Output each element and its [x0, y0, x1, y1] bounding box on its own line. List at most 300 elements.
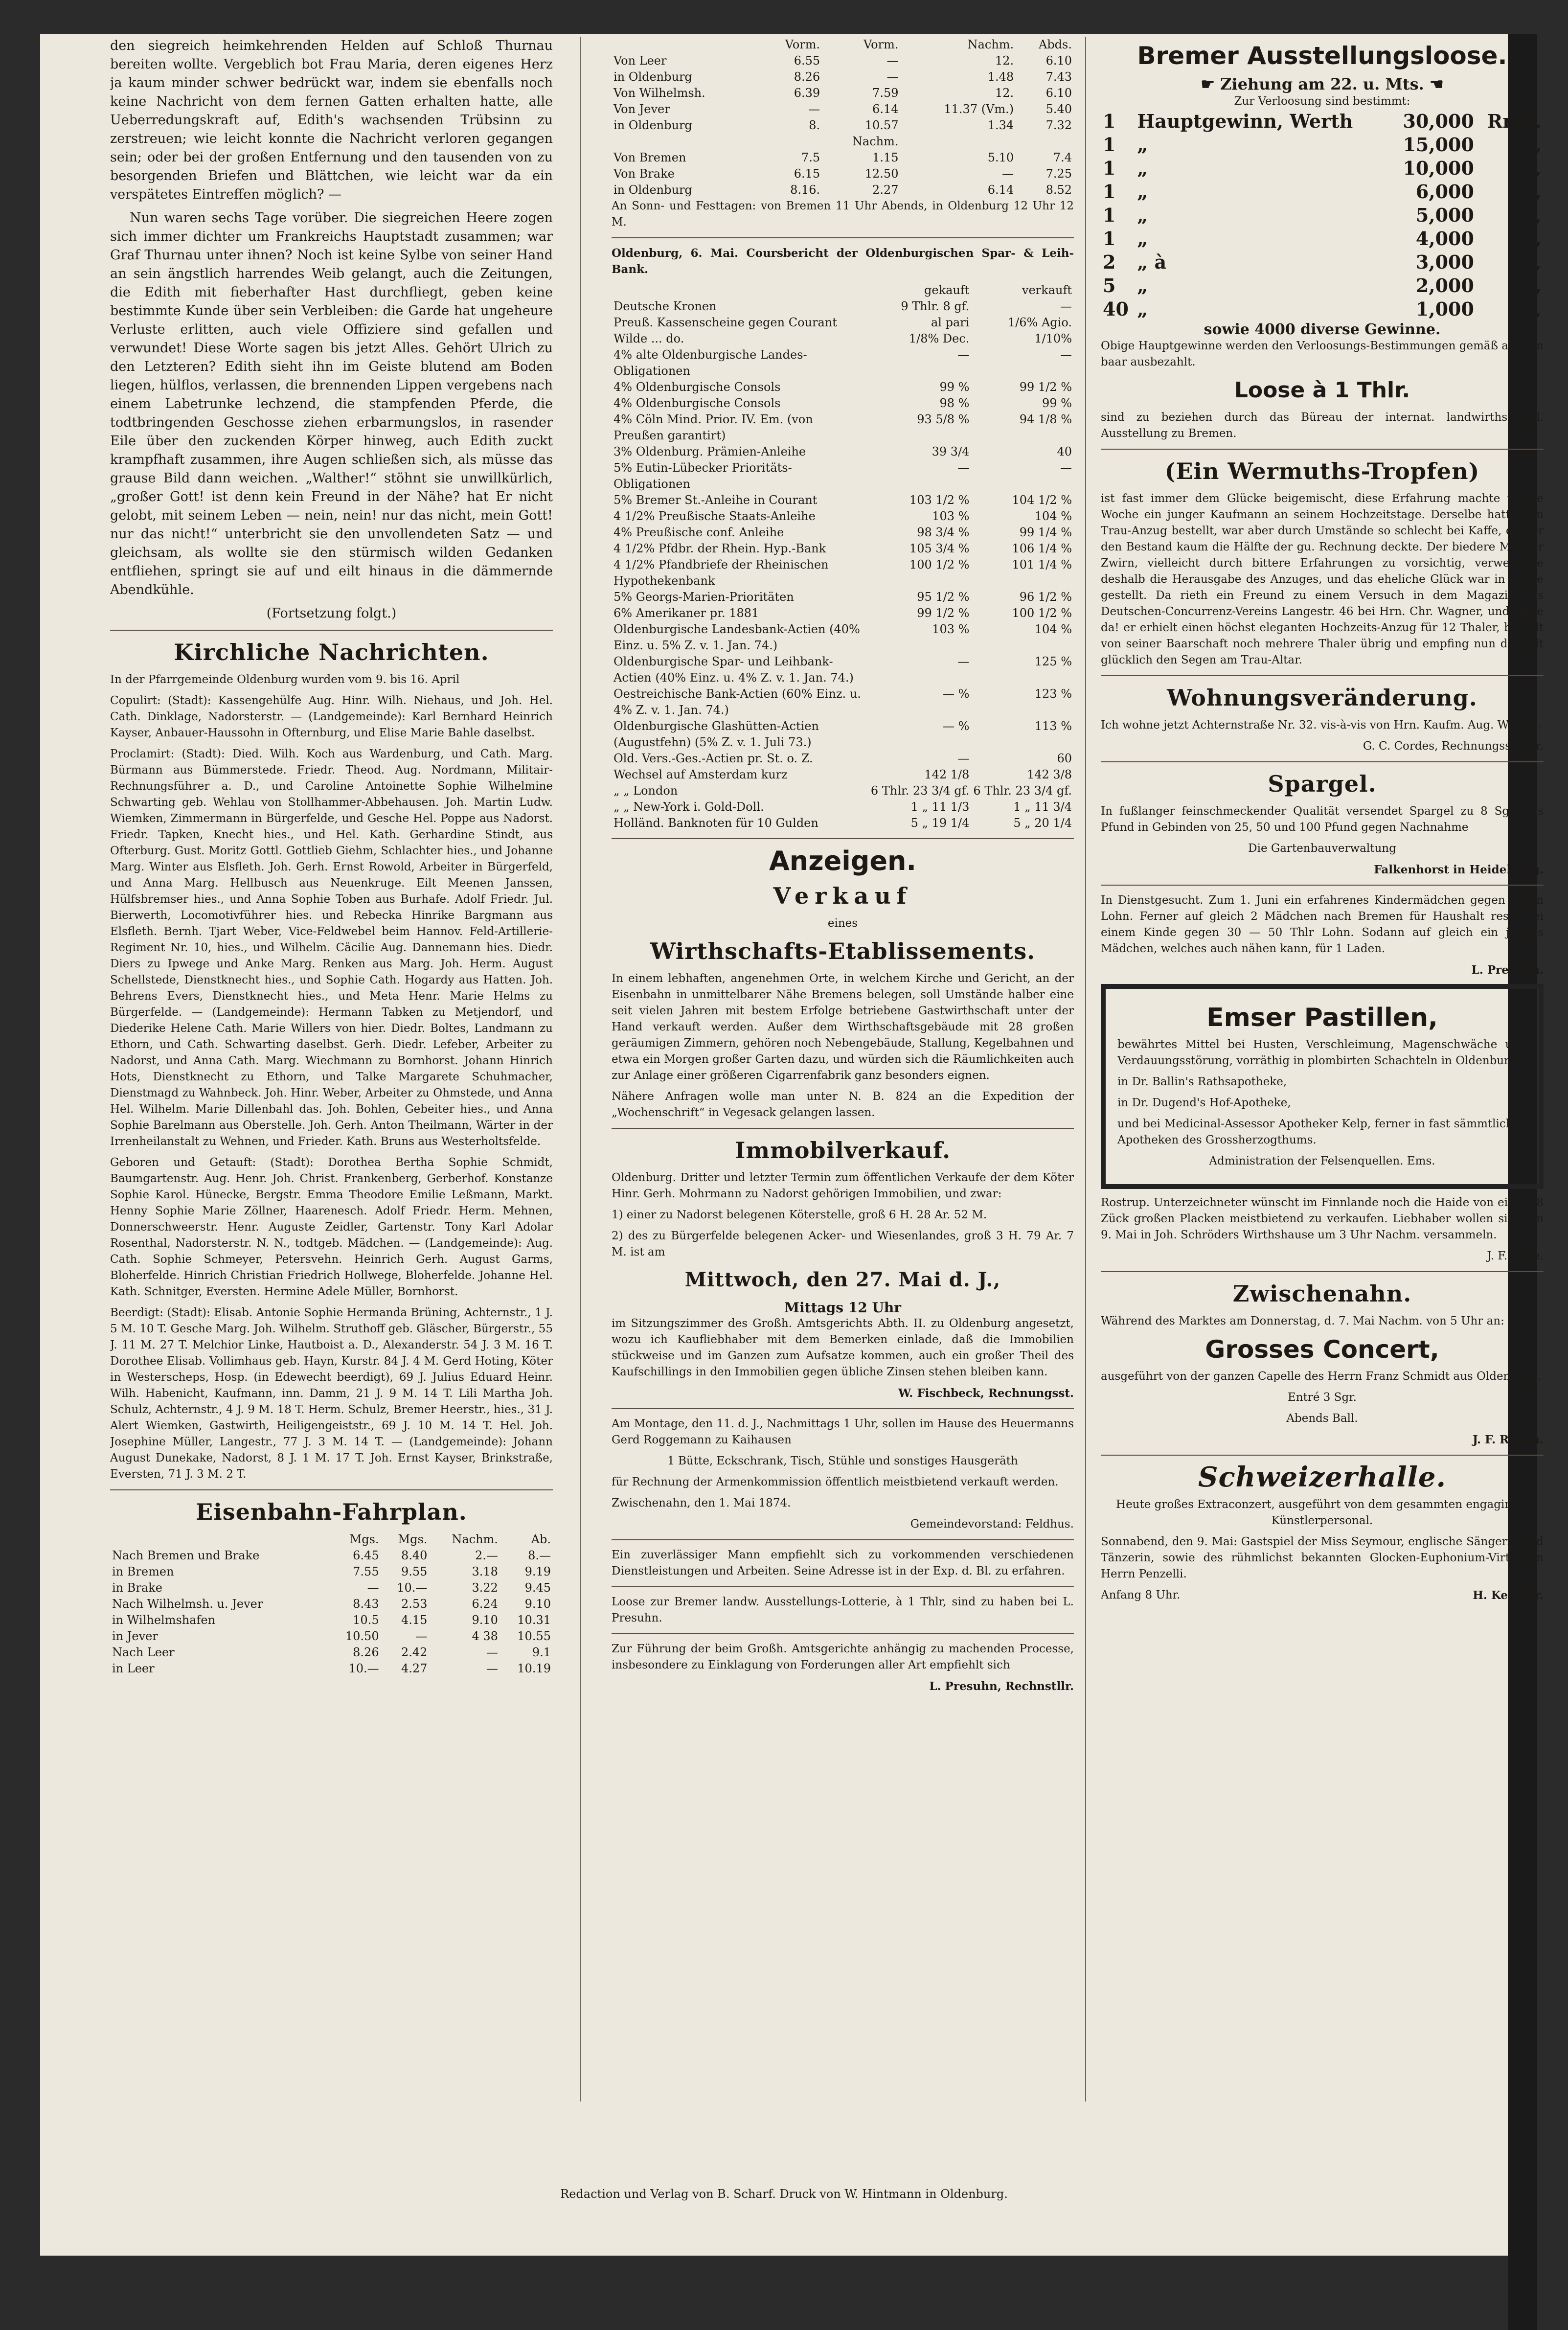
course-row-cell: 9 Thlr. 8 gf. — [901, 299, 970, 313]
course-row-cell: 40 — [1057, 445, 1072, 458]
auction-notice: Am Montage, den 11. d. J., Nachmittags 1 Uhr, sollen im Hause des Heuermanns Gerd Roggemann zu Kaihausen — [612, 1417, 1074, 1446]
divider — [612, 237, 1074, 238]
timetable-row-cell: in Oldenburg — [614, 70, 692, 84]
concert-heading: Grosses Concert, — [1205, 1335, 1439, 1364]
prize-row — [1101, 110, 1544, 133]
course-row-cell: Preuß. Kassenscheine gegen Courant — [614, 316, 837, 329]
timetable-row-cell: Von Leer — [614, 54, 667, 68]
course-row-cell: 5% Eutin-Lübecker Prioritäts-Obligationen — [614, 461, 792, 491]
course-row-cell: Deutsche Kronen — [614, 299, 717, 313]
course-row-cell: 106 1/4 % — [1012, 542, 1072, 555]
course-row — [612, 460, 1074, 492]
timetable-row-cell: 9.19 — [524, 1565, 551, 1578]
course-row-cell: 4 1/2% Pfdbr. der Rhein. Hyp.-Bank — [614, 542, 826, 555]
service-wanted-ad: In Dienstgesucht. Zum 1. Juni ein erfahrenes Kindermädchen gegen guten Lohn. Ferner auf gleich 2 Mädchen nach Bremen für Haushalt resp. bei einem Kinde gegen 30 — 50 Thlr Lohn. Sodann auf gleich ein junges Mädchen, welches auch nähen kann, für 1 Laden. — [1101, 894, 1544, 955]
divider — [612, 1633, 1074, 1634]
railway-timetable — [110, 1531, 553, 1677]
prize-intro: Zur Verloosung sind bestimmt: — [1234, 95, 1410, 108]
course-row-cell: Old. Vers.-Ges.-Actien pr. St. o. Z. — [614, 752, 813, 765]
timetable-row — [612, 166, 1074, 182]
prize-row — [1101, 297, 1544, 321]
timetable-row-cell: 7.32 — [1045, 118, 1072, 132]
property-sale-heading: Immobilverkauf. — [734, 1137, 951, 1164]
prize-row-cell: „ — [1531, 228, 1542, 250]
timetable-row-cell: in Bremen — [112, 1565, 174, 1578]
course-row-cell: Oldenburgische Landesbank-Actien (40% Einz. u. 5% Z. v. 1. Jan. 74.) — [614, 622, 860, 652]
zwischenahn-text: Während des Marktes am Donnerstag, d. 7. Mai Nachm. von 5 Uhr an: — [1101, 1315, 1504, 1327]
course-row-cell: 4% Preußische conf. Anleihe — [614, 525, 784, 539]
prize-row — [1101, 204, 1544, 227]
prize-row-cell: 5 — [1103, 274, 1116, 297]
timetable-row-cell: 3.22 — [472, 1581, 498, 1595]
course-row — [612, 315, 1074, 331]
asparagus-text: In fußlanger feinschmeckender Qualität versendet Spargel zu 8 Sgr. das Pfund in Gebinden von 25, 50 und 100 Pfund gegen Nachnahme — [1101, 805, 1544, 834]
column-3 — [1101, 37, 1544, 1608]
prize-row-cell: Rmk. — [1487, 110, 1542, 132]
timetable-row — [612, 150, 1074, 166]
course-row — [612, 815, 1074, 831]
course-row-cell: 39 3/4 — [932, 445, 970, 458]
course-row-cell: 4% alte Oldenburgische Landes-Obligationen — [614, 348, 807, 378]
course-report-table — [612, 282, 1074, 831]
emser-seller: in Dr. Ballin's Rathsapotheke, — [1117, 1075, 1287, 1088]
auction-place-date: Zwischenahn, den 1. Mai 1874. — [612, 1497, 791, 1509]
prize-row — [1101, 133, 1544, 157]
timetable-row-cell — [900, 134, 1016, 150]
course-row-cell: „ „ New-York i. Gold-Doll. — [614, 800, 764, 814]
timetable-row-cell: 6.10 — [1045, 86, 1072, 100]
timetable-row-cell: 6.24 — [472, 1597, 498, 1611]
course-row-cell: 105 3/4 % — [909, 542, 970, 555]
timetable-row — [110, 1580, 553, 1596]
timetable-row-cell — [1016, 134, 1074, 150]
course-row-cell: 5 „ 19 1/4 — [910, 816, 970, 830]
wermuth-heading: (Ein Wermuths-Tropfen) — [1164, 458, 1480, 484]
timetable-row — [110, 1628, 553, 1645]
timetable-row-cell: — — [415, 1629, 428, 1643]
emser-signature: Administration der Felsenquellen. Ems. — [1209, 1155, 1435, 1167]
timetable-row-cell: 4 38 — [472, 1629, 498, 1643]
emser-heading: Emser Pastillen, — [1206, 1003, 1438, 1032]
prize-row-cell: 5,000 — [1415, 204, 1474, 226]
course-row — [612, 751, 1074, 767]
timetable-row-cell: 6.15 — [794, 167, 820, 181]
course-row-cell: 1/10% — [1034, 332, 1072, 345]
course-row-cell: 95 1/2 % — [917, 590, 970, 604]
prize-row-cell: 1,000 — [1415, 298, 1474, 320]
timetable-row — [612, 85, 1074, 101]
service-wanted-signature: L. Presuhn. — [1471, 963, 1544, 977]
timetable-row-cell: 9.55 — [401, 1565, 428, 1578]
course-row-cell: 125 % — [1034, 655, 1072, 668]
course-row-cell: — — [957, 461, 970, 475]
course-row-cell: 1 „ 11 3/4 — [1013, 800, 1072, 814]
reliable-man-ad: Ein zuverlässiger Mann empfiehlt sich zu vorkommenden verschiedenen Dienstleistungen und Arbeiten. Seine Adresse ist in der Exp. d. Bl. zu erfahren. — [612, 1549, 1074, 1577]
timetable-row-cell — [612, 134, 761, 150]
course-row — [612, 492, 1074, 508]
entry-price: Entré 3 Sgr. — [1288, 1391, 1357, 1404]
timetable-row-cell: 2.27 — [872, 183, 899, 197]
timetable-row-cell: 10.31 — [517, 1613, 551, 1627]
course-row-cell: 103 % — [932, 622, 970, 636]
course-row-cell: 1/6% Agio. — [1007, 316, 1072, 329]
timetable-row-cell: 9.45 — [524, 1581, 551, 1595]
timetable-row-cell: 2.53 — [401, 1597, 428, 1611]
prize-row-cell: Hauptgewinn, Werth — [1137, 110, 1353, 132]
prize-row — [1101, 157, 1544, 180]
timetable-header-cell: Ab. — [531, 1532, 551, 1546]
other-prizes: sowie 4000 diverse Gewinne. — [1204, 321, 1441, 338]
timetable-row-cell: 9.10 — [524, 1597, 551, 1611]
address-change-heading: Wohnungsveränderung. — [1167, 685, 1477, 711]
course-row-cell: 98 % — [939, 396, 970, 410]
timetable-row-cell: 8.26 — [353, 1645, 379, 1659]
prize-row-cell: 6,000 — [1415, 181, 1474, 203]
establishment-heading: Wirthschafts-Etablissements. — [650, 938, 1036, 964]
course-row-cell: „ „ London — [614, 784, 678, 798]
prize-payout-note: Obige Hauptgewinne werden den Verloosungs-Bestimmungen gemäß auch in baar ausbezahlt. — [1101, 340, 1544, 368]
course-row-cell: Holländ. Banknoten für 10 Gulden — [614, 816, 818, 830]
prize-row-cell: „ — [1137, 228, 1148, 250]
prize-row-cell: 1 — [1103, 181, 1116, 203]
course-row-cell: Wilde ... do. — [614, 332, 684, 345]
course-row-cell: 5% Georgs-Marien-Prioritäten — [614, 590, 794, 604]
course-row — [612, 799, 1074, 815]
wermuth-text: ist fast immer dem Glücke beigemischt, diese Erfahrung machte vorige Woche ein junger Kaufmann an seinem Hochzeitstage. Derselbe hatte den Trau-Anzug bestellt, war aber durch Umstände so schlecht bei Kaffe, daß er den Bestand kaum die Hälfte der gu. Rechnung deckte. Der biedere Meister Zwirn, vielleicht durch bittere Erfahrungen zu vorsichtig, verweigerte deshalb die Herausgabe des Anzuges, und das eheliche Glück war in Frage gestellt. Da rieth ein Freund zu einem Versuch in dem Magazin des Deutschen-Concurrenz-Vereins Langestr. 46 bei Hrn. Chr. Wagner, und siehe da! er erhielt einen höchst eleganten Hochzeits-Anzug für 12 Thaler, behielt von seiner Baarschaft noch mehrere Thaler übrig und empfing nun doppelt glücklich den Segen am Trau-Altar. — [1101, 492, 1544, 666]
divider — [1101, 761, 1544, 762]
legal-services-ad: Zur Führung der beim Großh. Amtsgerichte anhängig zu machenden Processe, insbesondere zu Einklagung von Forderungen aller Art empfiehlt sich — [612, 1643, 1074, 1671]
course-report-title: Oldenburg, 6. Mai. Coursbericht der Oldenburgischen Spar- & Leih-Bank. — [612, 247, 1074, 276]
timetable-row-cell: — — [486, 1645, 498, 1659]
prize-row-cell: 15,000 — [1403, 134, 1474, 156]
course-row — [612, 508, 1074, 525]
prize-row-cell: „ — [1137, 274, 1148, 297]
course-row — [612, 444, 1074, 460]
schweizerhalle-text: Heute großes Extraconzert, ausgeführt von dem gesammten engagirten Künstlerpersonal. — [1116, 1498, 1528, 1527]
auction-items: 1 Bütte, Eckschrank, Tisch, Stühle und sonstiges Hausgeräth — [667, 1455, 1018, 1467]
course-row-cell: 113 % — [1034, 719, 1072, 733]
prize-row-cell: 40 — [1103, 298, 1129, 320]
divider — [1101, 885, 1544, 886]
course-row-cell: 99 1/2 % — [1019, 380, 1072, 394]
course-row-cell: — — [957, 752, 970, 765]
timetable-row — [110, 1596, 553, 1612]
timetable-row-cell: 9.1 — [532, 1645, 551, 1659]
timetable-row-cell: 8.— — [528, 1549, 551, 1562]
prize-row-cell: „ — [1531, 298, 1542, 320]
course-row-cell: 142 3/8 — [1026, 768, 1072, 781]
course-row-cell: 96 1/2 % — [1019, 590, 1072, 604]
schweizerhalle-heading: Schweizerhalle. — [1198, 1461, 1446, 1493]
prize-table — [1101, 110, 1544, 321]
story-paragraph: Nun waren sechs Tage vorüber. Die siegreichen Heere zogen sich immer dichter um Frankreichs Hauptstadt zusammen; war Graf Thurnau unter ihnen? Noch ist keine Sylbe von seiner Hand an sein ängstlich harrendes Weib gelangt, auch die Zeitungen, die Edith mit fieberhafter Hast durchfliegt, geben keine bestimmte Kunde über sein Verbleiben: die Garde hat ungeheure Verluste erlitten, auch viele Offiziere sind gefallen und verwundet! Diese Worte sagen bis jetzt Alles. Gehört Ulrich zu den Letzteren? Edith sieht ihn im Geiste blutend am Boden liegen, hülflos, verlassen, die brennenden Lippen vergebens nach einem Labetrunke lechzend, die stampfenden Pferde, die todtbringenden Geschosse ziehen erbarmungslos, in rasender Eile über den zuckenden Körper hinweg, auch Edith zuckt krampfhaft zusammen, ihre Augen schließen sich, als müsse das grause Bild dann weichen. „Walther!“ stöhnt sie unwillkürlich, „großer Gott! ist denn kein Freund in der Nähe? hat Er nicht gelobt, mit seinem Leben — nein, nein! nur das nicht, mein Gott! nur das nicht!“ unterbricht sie den unvollendeten Satz — und gleichsam, als wollte sie den stürmisch wilden Gedanken entfliehen, springt sie auf und eilt hinaus in die dämmernde Abendkühle. — [110, 210, 553, 597]
prize-row-cell: 1 — [1103, 228, 1116, 250]
timetable-row — [110, 1645, 553, 1661]
pointing-hand-icon: ☚ — [1429, 75, 1444, 93]
timetable-header-cell: Mgs. — [349, 1532, 379, 1546]
prize-row-cell: „ — [1531, 251, 1542, 273]
prize-row-cell: 1 — [1103, 110, 1116, 132]
story-paragraph: den siegreich heimkehrenden Helden auf Schloß Thurnau bereiten wollte. Vergeblich bot Frau Maria, deren eigenes Herz ja kaum minder schwer bedrückt war, indem sie ebenfalls noch keine Nachricht von dem fernen Gatten erhalten hatte, alle Ueberredungskraft auf, Edith's wachsenden Trübsinn zu zerstreuen; wie leicht konnte die Nachricht verloren gegangen sein; oder bei der großen Entfernung und den tausenden von zu besorgenden Briefen und Blättchen, wie leicht war da ein verspätetes Eintreffen möglich? — — [110, 38, 553, 202]
rostrup-signature: J. F. Setje. — [1487, 1250, 1544, 1262]
timetable-header-cell: Abds. — [1038, 38, 1072, 51]
property-item: 1) einer zu Nadorst belegenen Köterstelle, groß 6 H. 28 Ar. 52 M. — [612, 1209, 987, 1221]
course-row-cell: 103 % — [932, 509, 970, 523]
course-row — [612, 654, 1074, 686]
timetable-row — [612, 117, 1074, 134]
timetable-row-cell: in Wilhelmshafen — [112, 1613, 216, 1627]
course-row-cell: 104 % — [1034, 622, 1072, 636]
course-row-cell: 5% Bremer St.-Anleihe in Courant — [614, 493, 818, 507]
timetable-row-cell: 7.43 — [1045, 70, 1072, 84]
timetable-row — [110, 1548, 553, 1564]
prize-row-cell: „ — [1137, 134, 1148, 156]
prize-row-cell: 4,000 — [1415, 228, 1474, 250]
prize-row-cell: „ — [1531, 181, 1542, 203]
course-row — [612, 605, 1074, 621]
ticket-price: Loose à 1 Thlr. — [1234, 378, 1410, 403]
course-row-cell: — % — [942, 719, 970, 733]
course-row — [612, 411, 1074, 444]
divider — [612, 1539, 1074, 1540]
emser-seller: in Dr. Dugend's Hof-Apotheke, — [1117, 1096, 1291, 1109]
course-row-cell: 104 1/2 % — [1012, 493, 1072, 507]
course-row — [612, 331, 1074, 347]
timetable-row-cell: 8.43 — [353, 1597, 379, 1611]
timetable-header-cell: Vorm. — [785, 38, 820, 51]
course-row-cell: 94 1/8 % — [1019, 412, 1072, 426]
divider — [1101, 675, 1544, 676]
timetable-body — [110, 1548, 553, 1677]
timetable-row — [110, 1612, 553, 1628]
asparagus-signature-place: Falkenhorst in Heidelberg. — [1374, 863, 1544, 876]
course-row-cell: — — [1060, 461, 1072, 475]
timetable-row-cell: 7.59 — [872, 86, 899, 100]
pointing-hand-icon: ☛ — [1201, 75, 1221, 93]
timetable-row-cell: Nachm. — [852, 135, 899, 148]
course-row-cell: — — [957, 655, 970, 668]
prize-row-cell: 1 — [1103, 157, 1116, 179]
prize-row-cell: „ — [1137, 181, 1148, 203]
course-row-cell: Oestreichische Bank-Actien (60% Einz. u. 4% Z. v. 1. Jan. 74.) — [614, 687, 861, 717]
timetable-row-cell: 1.34 — [987, 118, 1014, 132]
divider — [612, 1408, 1074, 1409]
timetable-row-cell: 4.15 — [401, 1613, 428, 1627]
concert-signature: J. F. Röben. — [1472, 1433, 1544, 1446]
timetable-row-cell: 9.10 — [472, 1613, 498, 1627]
course-row-cell: 93 5/8 % — [917, 412, 970, 426]
course-row-cell: al pari — [931, 316, 970, 329]
course-row-cell: Wechsel auf Amsterdam kurz — [614, 768, 788, 781]
prize-row — [1101, 274, 1544, 297]
timetable-header-cell: Vorm. — [864, 38, 899, 51]
timetable-row-cell: 2.42 — [401, 1645, 428, 1659]
prize-row-cell: 10,000 — [1403, 157, 1474, 179]
emser-pastillen-box — [1101, 984, 1544, 1189]
course-row-cell: 99 % — [1042, 396, 1072, 410]
course-row-cell: 100 1/2 % — [1012, 606, 1072, 620]
property-item: 2) des zu Bürgerfelde belegenen Acker- und Wiesenlandes, groß 3 H. 79 Ar. 7 M. ist am — [612, 1230, 1074, 1258]
prize-row-cell: 1 — [1103, 134, 1116, 156]
timetable-row-cell: 6.39 — [794, 86, 820, 100]
emser-seller: und bei Medicinal-Assessor Apotheker Kelp, ferner in fast sämmtlichen Apotheken des Grossherzogthums. — [1117, 1118, 1527, 1146]
timetable-row-cell — [761, 134, 822, 150]
prize-row — [1101, 251, 1544, 274]
timetable-row-cell: 10.55 — [517, 1629, 551, 1643]
timetable-row — [612, 134, 1074, 150]
divider — [1101, 449, 1544, 450]
course-row-cell: 99 1/2 % — [917, 606, 970, 620]
timetable-row-cell: Von Jever — [614, 102, 670, 116]
course-row-cell: 99 % — [939, 380, 970, 394]
timetable-row-cell: 2.— — [475, 1549, 498, 1562]
column-rule — [1085, 37, 1086, 2102]
timetable-row — [110, 1661, 553, 1677]
course-header-cell: verkauft — [1022, 283, 1072, 297]
course-row — [612, 718, 1074, 751]
emser-text: bewährtes Mittel bei Husten, Verschleimung, Magenschwäche und Verdauungsstörung, vorräthig in plombirten Schachteln in Oldenburg: — [1117, 1038, 1527, 1067]
timetable-row-cell: 6.14 — [872, 102, 899, 116]
timetable-row-cell: 6.45 — [353, 1549, 379, 1562]
rostrup-ad: Rostrup. Unterzeichneter wünscht im Finnlande noch die Haide von einem 8 Zück großen Placken meistbietend zu verkaufen. Liebhaber wollen sich am 9. Mai in Joh. Schröders Wirthshause um 3 Uhr Nachm. versammeln. — [1101, 1196, 1544, 1241]
timetable-header-cell: Nachm. — [967, 38, 1014, 51]
church-news-heading: Kirchliche Nachrichten. — [174, 639, 489, 665]
course-row-cell: 3% Oldenburg. Prämien-Anleihe — [614, 445, 806, 458]
course-row-cell: 100 1/2 % — [909, 558, 970, 571]
course-row-cell: 99 1/4 % — [1019, 525, 1072, 539]
bremer-lottery-heading: Bremer Ausstellungsloose. — [1137, 42, 1507, 70]
timetable-row-cell: in Brake — [112, 1581, 162, 1595]
timetable-header-cell — [110, 1531, 328, 1548]
timetable-row-cell: 5.40 — [1045, 102, 1072, 116]
course-row-cell: 6% Amerikaner pr. 1881 — [614, 606, 759, 620]
address-change-text: Ich wohne jetzt Achternstraße Nr. 32. vis-à-vis von Hrn. Kaufm. Aug. Willers. — [1101, 719, 1541, 731]
sale-subheading: eines — [827, 917, 858, 930]
course-row-cell: — % — [942, 687, 970, 701]
column-1 — [110, 37, 553, 1677]
divider — [1101, 1455, 1544, 1456]
prize-row-cell: 30,000 — [1403, 110, 1474, 132]
course-row-cell: Oldenburgische Glashütten-Actien (Augustfehn) (5% Z. v. 1. Juli 73.) — [614, 719, 819, 749]
ticket-sales-office: sind zu beziehen durch das Büreau der internat. landwirthschaftl. Ausstellung zu Bremen. — [1101, 411, 1544, 440]
timetable-row-cell: 6.55 — [794, 54, 820, 68]
course-row-cell: 1/8% Dec. — [909, 332, 970, 345]
course-row-cell: 60 — [1057, 752, 1072, 765]
prize-row — [1101, 180, 1544, 204]
timetable-row-cell: 10.19 — [517, 1662, 551, 1675]
auction-time: Mittags 12 Uhr — [784, 1300, 901, 1316]
imprint-footer: Redaction und Verlag von B. Scharf. Druck von W. Hintmann in Oldenburg. — [560, 2187, 1008, 2201]
timetable-row-cell: 5.10 — [987, 151, 1014, 164]
course-row-cell: Oldenburgische Spar- und Leihbank-Actien (40% Einz. u. 4% Z. v. 1. Jan. 74.) — [614, 655, 854, 685]
auction-date: Mittwoch, den 27. Mai d. J., — [684, 1268, 1001, 1291]
course-row-cell: 104 % — [1034, 509, 1072, 523]
timetable-row-cell: — — [886, 70, 899, 84]
timetable-row-cell: Von Brake — [614, 167, 675, 181]
course-row-cell: 4 1/2% Preußische Staats-Anleihe — [614, 509, 816, 523]
prize-row-cell: „ — [1531, 157, 1542, 179]
schweizerhalle-signature: H. Kestner. — [1473, 1589, 1544, 1602]
course-row — [612, 347, 1074, 379]
timetable-row-cell: 10.— — [397, 1581, 428, 1595]
course-row-cell: 103 1/2 % — [909, 493, 970, 507]
lottery-tickets-ad: Loose zur Bremer landw. Ausstellungs-Lotterie, à 1 Thlr, sind zu haben bei L. Presuhn. — [612, 1596, 1074, 1624]
course-row — [612, 541, 1074, 557]
course-row-cell: 142 1/8 — [924, 768, 970, 781]
timetable-row — [612, 69, 1074, 85]
timetable-body — [612, 53, 1074, 198]
timetable-row-cell: 12. — [995, 86, 1014, 100]
course-row — [612, 686, 1074, 718]
timetable-row-cell: 7.5 — [801, 151, 820, 164]
divider — [612, 838, 1074, 839]
prize-body — [1101, 110, 1544, 321]
timetable-header-cell: Mgs. — [398, 1532, 428, 1546]
course-row-cell: 123 % — [1034, 687, 1072, 701]
timetable-row-cell: — — [808, 102, 820, 116]
start-time: Anfang 8 Uhr. — [1101, 1589, 1181, 1601]
timetable-header-cell — [612, 37, 761, 53]
course-row-cell: 5 „ 20 1/4 — [1013, 816, 1072, 830]
divider — [110, 1489, 553, 1490]
schweizerhalle-guest: Sonnabend, den 9. Mai: Gastspiel der Miss Seymour, englische Sängerin und Tänzerin, sowie des rühmlichst bekannten Glocken-Euphonium-Virtuosen Herrn Penzelli. — [1101, 1535, 1544, 1580]
asparagus-heading: Spargel. — [1268, 771, 1377, 797]
timetable-row-cell: Nach Wilhelmsh. u. Jever — [112, 1597, 263, 1611]
timetable-row — [612, 182, 1074, 198]
course-row — [612, 525, 1074, 541]
divider — [110, 630, 553, 631]
prize-row-cell: „ — [1531, 274, 1542, 297]
prize-row-cell: 3,000 — [1415, 251, 1474, 273]
copulirt-section: Copulirt: (Stadt): Kassengehülfe Aug. Hinr. Wilh. Niehaus, und Joh. Hel. Cath. Dinklage, Nadorsterstr. — (Landgemeinde): Karl Bernhard Heinrich Kayser, Anbauer-Haussohn in Ofternburg, und Elise Marie Bahle daselbst. — [110, 694, 553, 739]
timetable-row-cell: in Leer — [112, 1662, 155, 1675]
timetable-row-cell: 8.52 — [1045, 183, 1072, 197]
timetable-row-cell: 12. — [995, 54, 1014, 68]
prize-row-cell: „ — [1137, 157, 1148, 179]
timetable-row-cell: 8. — [809, 118, 820, 132]
prize-row-cell: 1 — [1103, 204, 1116, 226]
timetable-row — [612, 101, 1074, 117]
timetable-row-cell: — — [1002, 167, 1014, 181]
course-row — [612, 589, 1074, 605]
course-row-cell: 98 3/4 % — [917, 525, 970, 539]
column-2 — [612, 37, 1074, 1699]
property-sale-details: im Sitzungszimmer des Großh. Amtsgerichts Abth. II. zu Oldenburg angesetzt, wozu ich Kaufliebhaber mit dem Bemerken einlade, daß die Immobilien stückweise und im Ganzen zum Aufsatze kommen, auch ein großer Theil des Kaufschillings in den Immobilien gegen übliche Zinsen stehen bleiben kann. — [612, 1317, 1074, 1378]
prize-row-cell: 2 — [1103, 251, 1116, 273]
auction-notice-cont: für Rechnung der Armenkommission öffentlich meistbietend verkauft werden. — [612, 1476, 1059, 1488]
divider — [1101, 1271, 1544, 1272]
asparagus-signature: Die Gartenbauverwaltung — [1248, 842, 1396, 855]
property-sale-signature: W. Fischbeck, Rechnungsst. — [898, 1387, 1074, 1400]
timetable-row-cell: — — [486, 1662, 498, 1675]
course-row-cell: — — [957, 348, 970, 362]
course-row — [612, 298, 1074, 315]
address-change-signature: G. C. Cordes, Rechnungssteller. — [1363, 740, 1544, 753]
course-row-cell: 4% Oldenburgische Consols — [614, 396, 781, 410]
course-row — [612, 783, 1074, 799]
timetable-row-cell: 4.27 — [401, 1662, 428, 1675]
holiday-note: An Sonn- und Festtagen: von Bremen 11 Uhr Abends, in Oldenburg 12 Uhr 12 M. — [612, 200, 1074, 228]
timetable-row — [612, 53, 1074, 69]
timetable-row — [110, 1564, 553, 1580]
course-header-cell: gekauft — [924, 283, 970, 297]
timetable-row-cell: Nach Leer — [112, 1645, 175, 1659]
timetable-row-cell: 1.15 — [872, 151, 899, 164]
geboren-section: Geboren und Getauft: (Stadt): Dorothea Bertha Sophie Schmidt, Baumgartenstr. Aug. Henr. Joh. Christ. Frankenberg, Gerberhof. Konstanze Sophie Karol. Hünecke, Bergstr. Emma Theodore Emilie Leßmann, Markt. Henny Sophie Marie Zöllner, Haarenesch. Adolf Friedr. Herm. Mehnen, Donnerschweerstr. Henr. Auguste Zeidler, Gartenstr. Tony Karl Adolar Rosenthal, Nadorsterstr. N. N., todtgeb. Mädchen. — (Landgemeinde): Aug. Cath. Sophie Schmeyer, Petersvehn. Heinrich Gerh. August Garms, Bloherfelde. Hinrich Christian Friedrich Hollwege, Bloherfelde. Johanne Hel. Kath. Schnitger, Eversten. Hermine Adele Müller, Bornhorst. — [110, 1156, 553, 1298]
establishment-contact: Nähere Anfragen wolle man unter N. B. 824 an die Expedition der „Wochenschrift“ in Vegesack gelangen lassen. — [612, 1090, 1074, 1119]
timetable-row-cell: in Jever — [112, 1629, 158, 1643]
course-row — [612, 767, 1074, 783]
